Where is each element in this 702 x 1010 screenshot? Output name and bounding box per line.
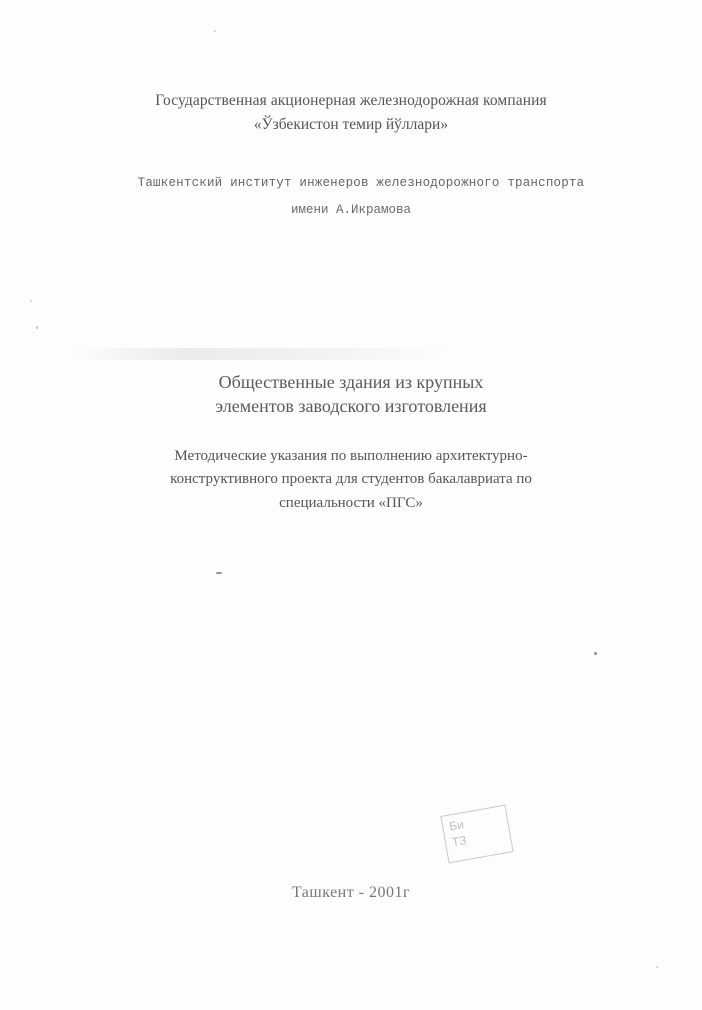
scan-speck [214, 30, 216, 32]
institute-line-2: имени А.Икрамова [290, 203, 412, 217]
title-line-1: Общественные здания из крупных [218, 372, 484, 392]
city-year: Ташкент - 2001г [291, 884, 411, 901]
subtitle-line-1: Методические указания по выполнению архитектурно- [174, 448, 528, 464]
scan-speck [656, 966, 658, 968]
organization-line-2: «Ўзбекистон темир йўллари» [253, 116, 449, 133]
stamp-text-2: ТЗ [450, 833, 468, 850]
title-line-2: элементов заводского изготовления [215, 396, 487, 416]
scan-speck [30, 300, 32, 302]
organization-line-1: Государственная акционерная железнодорожная компания [155, 92, 547, 109]
scan-smudge [72, 348, 452, 360]
library-stamp [440, 805, 513, 864]
subtitle-line-2: конструктивного проекта для студентов бакалавриата по [170, 471, 532, 487]
stamp-text-1: Би [448, 817, 465, 834]
scan-speck [36, 326, 38, 329]
scan-speck [216, 572, 222, 574]
institute-line-1: Ташкентский институт инженеров железнодорожного транспорта [137, 176, 585, 190]
subtitle-line-3: специальности «ПГС» [279, 495, 423, 511]
scan-speck [594, 652, 597, 655]
